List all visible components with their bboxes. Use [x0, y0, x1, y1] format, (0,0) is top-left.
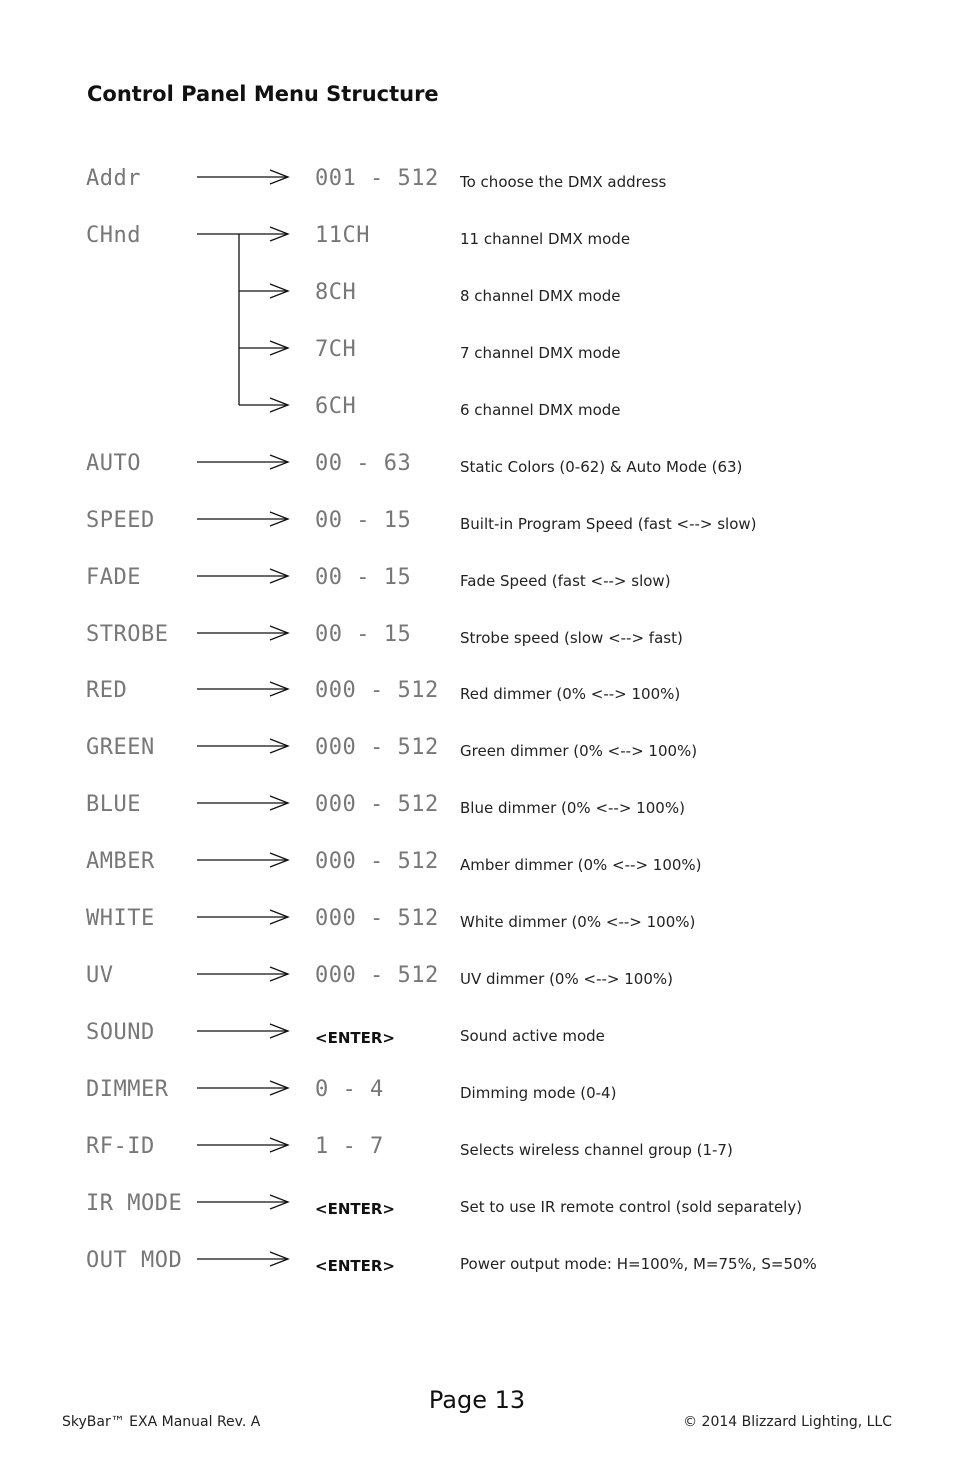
- menu-label: OUT MOD: [86, 1248, 183, 1273]
- menu-description: To choose the DMX address: [460, 173, 667, 191]
- menu-row-dimmer: [0, 1077, 954, 1117]
- menu-value: 000 - 512: [315, 792, 439, 817]
- menu-value: 1 - 7: [315, 1134, 384, 1159]
- menu-row-fade: [0, 565, 954, 605]
- menu-label: SOUND: [86, 1020, 155, 1045]
- menu-label: GREEN: [86, 735, 155, 760]
- menu-label: BLUE: [86, 792, 141, 817]
- menu-value: 000 - 512: [315, 963, 439, 988]
- footer-copyright: © 2014 Blizzard Lighting, LLC: [683, 1414, 892, 1430]
- menu-row-6ch: [0, 394, 954, 434]
- menu-description: UV dimmer (0% <--> 100%): [460, 970, 673, 988]
- menu-value: 000 - 512: [315, 906, 439, 931]
- menu-row-addr: [0, 166, 954, 206]
- menu-value: 000 - 512: [315, 849, 439, 874]
- menu-label: SPEED: [86, 508, 155, 533]
- menu-description: 6 channel DMX mode: [460, 401, 621, 419]
- menu-row-rf-id: [0, 1134, 954, 1174]
- menu-label: FADE: [86, 565, 141, 590]
- menu-value: 000 - 512: [315, 735, 439, 760]
- menu-description: 7 channel DMX mode: [460, 344, 621, 362]
- menu-row-uv: [0, 963, 954, 1003]
- menu-description: Set to use IR remote control (sold separately): [460, 1198, 803, 1216]
- menu-value: 001 - 512: [315, 166, 439, 191]
- menu-label: UV: [86, 963, 114, 988]
- page-title: Control Panel Menu Structure: [87, 82, 439, 106]
- menu-row-auto: [0, 451, 954, 491]
- page-number: Page 13: [428, 1386, 526, 1414]
- menu-description: Power output mode: H=100%, M=75%, S=50%: [460, 1255, 817, 1273]
- menu-description: Green dimmer (0% <--> 100%): [460, 742, 698, 760]
- menu-description: Selects wireless channel group (1-7): [460, 1141, 733, 1159]
- menu-label: DIMMER: [86, 1077, 169, 1102]
- menu-row-out-mod: [0, 1248, 954, 1288]
- menu-row-7ch: [0, 337, 954, 377]
- menu-description: White dimmer (0% <--> 100%): [460, 913, 696, 931]
- menu-row-8ch: [0, 280, 954, 320]
- menu-value: <ENTER>: [315, 1257, 395, 1275]
- menu-value: 00 - 15: [315, 565, 412, 590]
- menu-row-sound: [0, 1020, 954, 1060]
- menu-value: 0 - 4: [315, 1077, 384, 1102]
- menu-label: WHITE: [86, 906, 155, 931]
- menu-row-chnd: [0, 223, 954, 263]
- menu-description: Sound active mode: [460, 1027, 605, 1045]
- menu-description: Built-in Program Speed (fast <--> slow): [460, 515, 757, 533]
- menu-label: RED: [86, 678, 128, 703]
- menu-value: <ENTER>: [315, 1200, 395, 1218]
- menu-row-blue: [0, 792, 954, 832]
- menu-row-green: [0, 735, 954, 775]
- menu-label: AUTO: [86, 451, 141, 476]
- menu-description: 8 channel DMX mode: [460, 287, 621, 305]
- menu-description: Amber dimmer (0% <--> 100%): [460, 856, 702, 874]
- menu-value: 7CH: [315, 337, 357, 362]
- menu-label: AMBER: [86, 849, 155, 874]
- menu-description: Red dimmer (0% <--> 100%): [460, 685, 681, 703]
- menu-value: 00 - 15: [315, 622, 412, 647]
- menu-label: IR MODE: [86, 1191, 183, 1216]
- menu-description: Dimming mode (0-4): [460, 1084, 617, 1102]
- menu-description: Static Colors (0-62) & Auto Mode (63): [460, 458, 743, 476]
- menu-label: RF-ID: [86, 1134, 155, 1159]
- menu-row-ir-mode: [0, 1191, 954, 1231]
- menu-row-strobe: [0, 622, 954, 662]
- footer-manual-title: SkyBar™ EXA Manual Rev. A: [62, 1414, 261, 1430]
- menu-value: 00 - 63: [315, 451, 412, 476]
- menu-value: <ENTER>: [315, 1029, 395, 1047]
- menu-value: 8CH: [315, 280, 357, 305]
- menu-value: 11CH: [315, 223, 370, 248]
- menu-label: CHnd: [86, 223, 141, 248]
- menu-description: Fade Speed (fast <--> slow): [460, 572, 671, 590]
- menu-description: Blue dimmer (0% <--> 100%): [460, 799, 685, 817]
- menu-row-white: [0, 906, 954, 946]
- menu-value: 00 - 15: [315, 508, 412, 533]
- menu-label: Addr: [86, 166, 141, 191]
- menu-description: Strobe speed (slow <--> fast): [460, 629, 683, 647]
- menu-row-red: [0, 678, 954, 718]
- menu-value: 000 - 512: [315, 678, 439, 703]
- menu-value: 6CH: [315, 394, 357, 419]
- menu-label: STROBE: [86, 622, 169, 647]
- menu-row-amber: [0, 849, 954, 889]
- menu-description: 11 channel DMX mode: [460, 230, 631, 248]
- menu-row-speed: [0, 508, 954, 548]
